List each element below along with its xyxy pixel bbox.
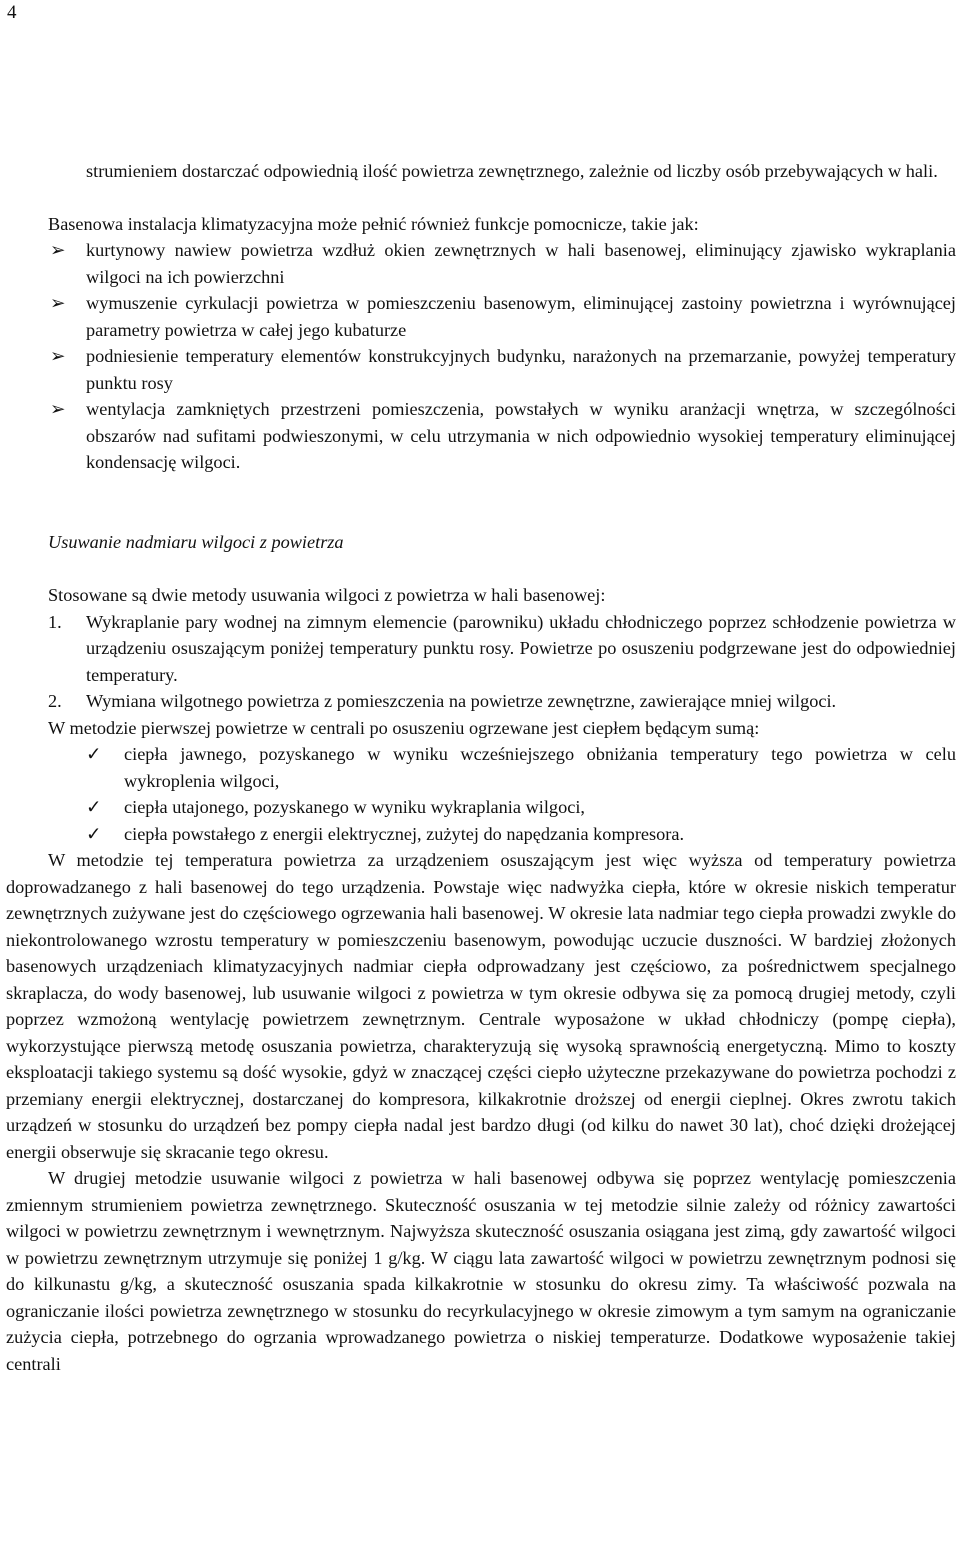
arrow-bullet-icon: ➢ <box>50 293 66 313</box>
checkmark-icon: ✓ <box>86 797 102 817</box>
body-paragraph: W metodzie tej temperatura powietrza za urządzeniem osuszającym jest więc wyższa od temperatury powietrza doprowadzanego z hali basenowej do tego urządzenia. Powstaje więc nadwyżka ciepła, które w okresie niskich temperatur zewnętrznych zużywane jest do częściowego ogrzewania hali basenowej. W okresie lata nadmiar tego ciepła prowadzi zwykle do niekontrolowanego wzrostu temperatury w pomieszczeniu basenowym, powodując uczucie duszności. W bardziej złożonych basenowych urządzeniach klimatyzacyjnych nadmiar ciepła odprowadzany jest częściowo, za pośrednictwem specjalnego skraplacza, do wody basenowej, lub usuwanie wilgoci z powietrza w tym okresie odbywa się za pomocą drugiej metody, czyli poprzez wzmożoną wentylację powietrzem zewnętrznym. Centrale wyposażone w układ chłodniczy (pompę ciepła), wykorzystujące pierwszą metodę osuszania powietrza, charakteryzują się wysoką sprawnością energetyczną. Mimo to koszty eksploatacji takiego systemu są dość wysokie, gdyż w znaczącej części ciepło użyteczne przekazywane do powietrza pochodzi z przemiany energii elektrycznej, dostarczanej do kompresora, kilkakrotnie droższej od energii cieplnej. Okres zwrotu takich urządzeń w stosunku do urządzeń bez pompy ciepła nadal jest bardzo długi (od kilku do nawet 30 lat), choć dzięki drożejącej energii obserwuje się skracanie tego okresu. <box>6 850 956 1162</box>
list-item: ✓ ciepła utajonego, pozyskanego w wyniku wykraplania wilgoci, <box>6 794 956 821</box>
list-item: ✓ ciepła powstałego z energii elektrycznej, zużytej do napędzania kompresora. <box>6 821 956 848</box>
document-body <box>6 158 956 1377</box>
intro-paragraph: strumieniem dostarczać odpowiednią ilość powietrza zewnętrznego, zależnie od liczby osób przebywających w hali. <box>86 161 938 181</box>
arrow-bullet-icon: ➢ <box>50 399 66 419</box>
functions-lead: Basenowa instalacja klimatyzacyjna może pełnić również funkcje pomocnicze, takie jak: <box>48 213 699 234</box>
checkmark-icon: ✓ <box>86 823 102 844</box>
list-item: ➢ wymuszenie cyrkulacji powietrza w pomieszczeniu basenowym, eliminującej zastoiny powietrzna i wyrównującej parametry powietrza w całej jego kubaturze <box>6 290 956 343</box>
arrow-bullet-icon: ➢ <box>50 240 66 260</box>
list-item: ➢ podniesienie temperatury elementów konstrukcyjnych budynku, narażonych na przemarzanie, powyżej temperatury punktu rosy <box>6 343 956 396</box>
list-item: ➢ kurtynowy nawiew powietrza wzdłuż okien zewnętrznych w hali basenowej, eliminujący zjawisko wykraplania wilgoci na ich powierzchni <box>6 237 956 290</box>
list-item: ✓ ciepła jawnego, pozyskanego w wyniku wcześniejszego obniżania temperatury tego powietrza w celu wykroplenia wilgoci, <box>6 741 956 794</box>
section-heading: Usuwanie nadmiaru wilgoci z powietrza <box>48 531 344 552</box>
checkmark-icon: ✓ <box>86 744 102 764</box>
list-item: 1. Wykraplanie pary wodnej na zimnym elemencie (parowniku) układu chłodniczego poprzez schłodzenie powietrza w urządzeniu osuszającym poniżej temperatury punktu rosy. Powietrze po osuszeniu podgrzewane jest do odpowiedniej temperatury. <box>48 611 956 685</box>
methods-list <box>6 609 956 715</box>
functions-list <box>6 237 956 476</box>
page-number: 4 <box>7 2 17 23</box>
heat-lead: W metodzie pierwszej powietrze w centrali po osuszeniu ogrzewane jest ciepłem będącym sumą: <box>48 717 760 738</box>
body-paragraph: W drugiej metodzie usuwanie wilgoci z powietrza w hali basenowej odbywa się poprzez wentylację pomieszczenia zmiennym strumieniem powietrza zewnętrznego. Skuteczność osuszania w tej metodzie silnie zależy od różnicy zawartości wilgoci w powietrzu zewnętrznym i wewnętrznym. Najwyższa skuteczność osuszania osiągana jest zimą, gdy zawartość wilgoci w powietrzu zewnętrznym utrzymuje się poniżej 1 g/kg. W ciągu lata zawartość wilgoci w powietrzu zewnętrznym podnosi się do kilkunastu g/kg, a skuteczność osuszania spada kilkakrotnie w stosunku do okresu zimy. Ta właściwość pozwala na ograniczanie ilości powietrza zewnętrznego w stosunku do recyrkulacyjnego w okresie zimowym a tym samym na ograniczanie zużycia ciepła, potrzebnego do ogrzania wprowadzanego powietrza o niskiej temperaturze. Dodatkowe wyposażenie takiej centrali <box>6 1168 956 1374</box>
list-item: 2. Wymiana wilgotnego powietrza z pomieszczenia na powietrze zewnętrzne, zawierające mniej wilgoci. <box>48 691 837 711</box>
methods-lead: Stosowane są dwie metody usuwania wilgoci z powietrza w hali basenowej: <box>48 585 606 605</box>
list-item: ➢ wentylacja zamkniętych przestrzeni pomieszczenia, powstałych w wyniku aranżacji wnętrza, w szczególności obszarów nad sufitami podwieszonymi, w celu utrzymania w nich odpowiednio wysokiej temperatury eliminującej kondensację wilgoci. <box>6 396 956 476</box>
heat-list <box>6 741 956 847</box>
arrow-bullet-icon: ➢ <box>50 346 66 366</box>
